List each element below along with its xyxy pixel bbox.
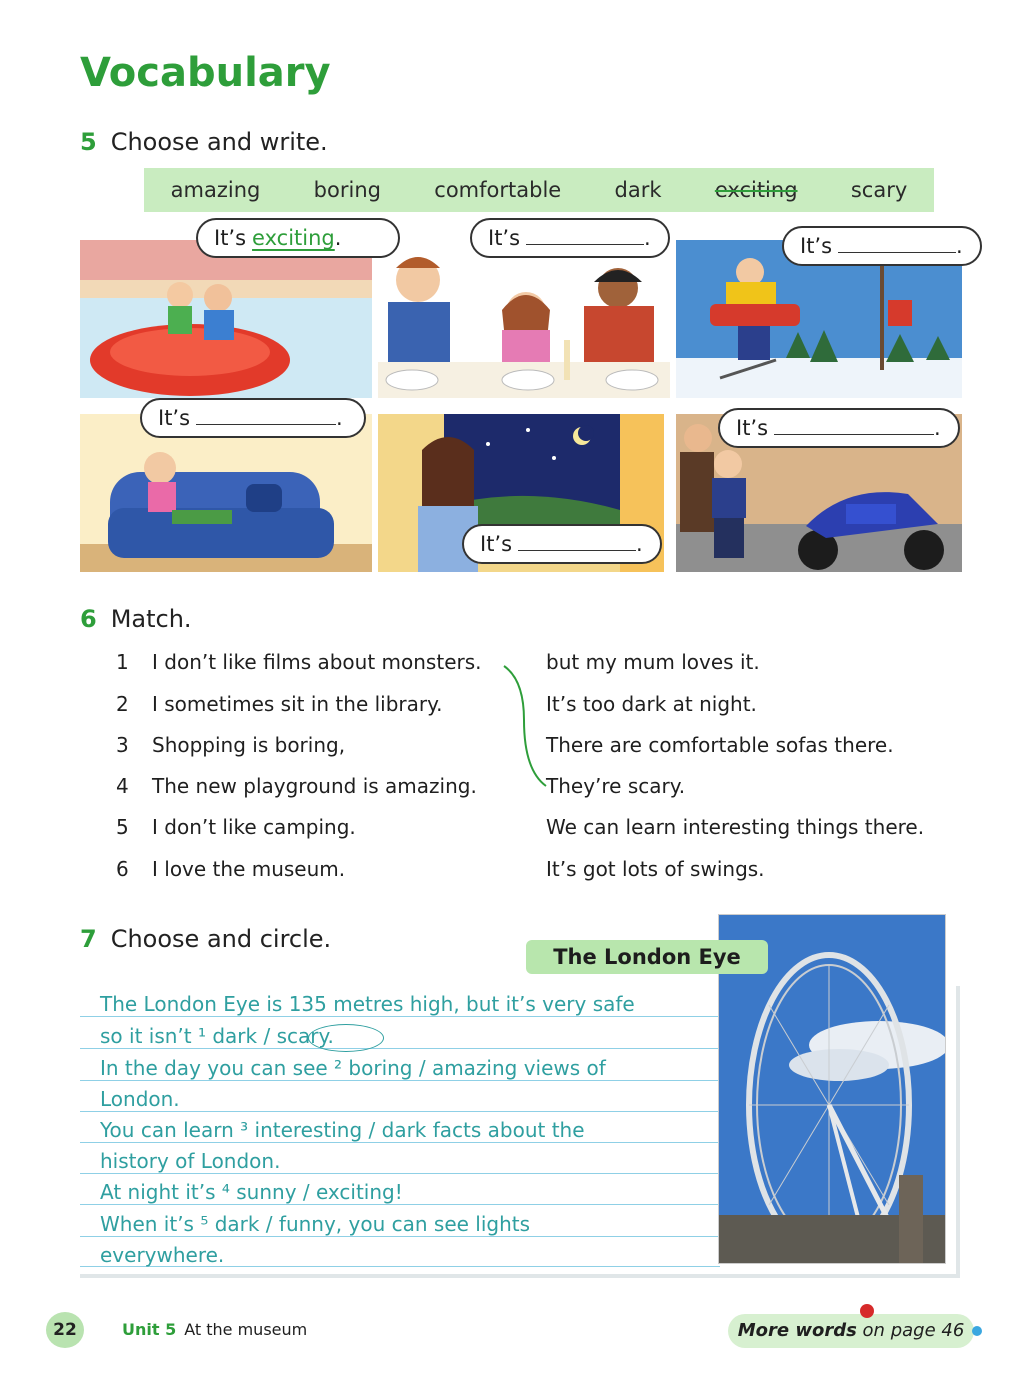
bubble-prefix: It’s	[214, 226, 247, 250]
exercise-6-instruction: Match.	[110, 605, 192, 633]
blue-dot	[972, 1326, 982, 1336]
red-dot	[860, 1304, 874, 1318]
match-right-item[interactable]: There are comfortable sofas there.	[546, 733, 894, 757]
exercise-6-number: 6	[80, 605, 97, 633]
text-line: When it’s ⁵ dark / funny, you can see lights	[100, 1212, 531, 1236]
text-line: At night it’s ⁴ sunny / exciting!	[100, 1180, 403, 1204]
exercise-5-heading	[80, 128, 328, 156]
exercise-6-heading	[80, 605, 192, 633]
unit-label: Unit 5	[122, 1320, 177, 1339]
match-left-item: I love the museum.	[152, 857, 346, 881]
bubble-end: .	[956, 234, 963, 258]
exercise-5-instruction: Choose and write.	[110, 128, 328, 156]
match-right-item[interactable]: It’s too dark at night.	[546, 692, 757, 716]
example-answer: exciting	[252, 226, 335, 250]
more-words-rest: on page 46	[862, 1320, 965, 1341]
match-right-item[interactable]: It’s got lots of swings.	[546, 857, 765, 881]
bubble-prefix: It’s	[158, 406, 191, 430]
london-eye-label: The London Eye	[526, 940, 768, 974]
text-line: The London Eye is 135 metres high, but it’s very safe	[100, 992, 635, 1016]
text-line: You can learn ³ interesting / dark facts about the	[100, 1118, 585, 1142]
bubble-prefix: It’s	[480, 532, 513, 556]
more-words-link[interactable]	[728, 1314, 974, 1348]
match-right-item[interactable]: We can learn interesting things there.	[546, 815, 925, 839]
speech-bubble-2	[470, 218, 670, 258]
match-left-item: I don’t like camping.	[152, 815, 356, 839]
more-words-bold: More words	[737, 1320, 857, 1341]
match-right-item[interactable]: They’re scary.	[546, 774, 686, 798]
text-line: everywhere.	[100, 1243, 225, 1267]
match-left-item: I sometimes sit in the library.	[152, 692, 443, 716]
match-number: 1	[116, 650, 129, 674]
page-title: Vocabulary	[80, 50, 331, 96]
answer-blank[interactable]	[526, 227, 644, 245]
answer-blank[interactable]	[518, 533, 636, 551]
bubble-prefix: It’s	[736, 416, 769, 440]
exercise-7-instruction: Choose and circle.	[110, 925, 332, 953]
bubble-end: .	[336, 406, 343, 430]
answer-blank[interactable]	[196, 407, 336, 425]
speech-bubble-1	[196, 218, 400, 258]
match-number: 2	[116, 692, 129, 716]
text-line: history of London.	[100, 1149, 281, 1173]
picture-bumper-car	[80, 240, 372, 398]
bubble-prefix: It’s	[488, 226, 521, 250]
word-bank-item: comfortable	[434, 178, 562, 202]
match-left-item: I don’t like films about monsters.	[152, 650, 482, 674]
match-number: 5	[116, 815, 129, 839]
answer-blank[interactable]	[838, 235, 956, 253]
picture-dinner	[378, 240, 670, 398]
bubble-end: .	[334, 226, 342, 250]
bubble-end: .	[644, 226, 651, 250]
page-number: 22	[46, 1312, 84, 1348]
speech-bubble-4	[140, 398, 366, 438]
match-number: 3	[116, 733, 129, 757]
example-match-line	[500, 660, 550, 790]
word-bank-item: boring	[313, 178, 381, 202]
text-line: London.	[100, 1087, 180, 1111]
unit-line	[122, 1320, 307, 1339]
exercise-5-number: 5	[80, 128, 97, 156]
unit-title: At the museum	[184, 1320, 308, 1339]
match-number: 4	[116, 774, 129, 798]
bubble-end: .	[636, 532, 643, 556]
example-answer-circle	[308, 1024, 384, 1052]
match-right-item[interactable]: but my mum loves it.	[546, 650, 760, 674]
match-number: 6	[116, 857, 129, 881]
speech-bubble-3	[782, 226, 982, 266]
word-bank-item: dark	[614, 178, 662, 202]
match-left-item: The new playground is amazing.	[152, 774, 477, 798]
bubble-prefix: It’s	[800, 234, 833, 258]
text-line: In the day you can see ² boring / amazing views of	[100, 1056, 606, 1080]
speech-bubble-6	[718, 408, 960, 448]
exercise-7-number: 7	[80, 925, 97, 953]
match-left-item: Shopping is boring,	[152, 733, 346, 757]
word-bank-item-used: exciting	[714, 178, 798, 202]
exercise-7-heading	[80, 925, 331, 953]
speech-bubble-5	[462, 524, 662, 564]
word-bank-item: scary	[850, 178, 908, 202]
word-bank	[144, 168, 934, 212]
bubble-end: .	[934, 416, 941, 440]
answer-blank[interactable]	[774, 417, 934, 435]
word-bank-item: amazing	[170, 178, 261, 202]
text-line: so it isn’t ¹ dark / scary.	[100, 1024, 334, 1048]
